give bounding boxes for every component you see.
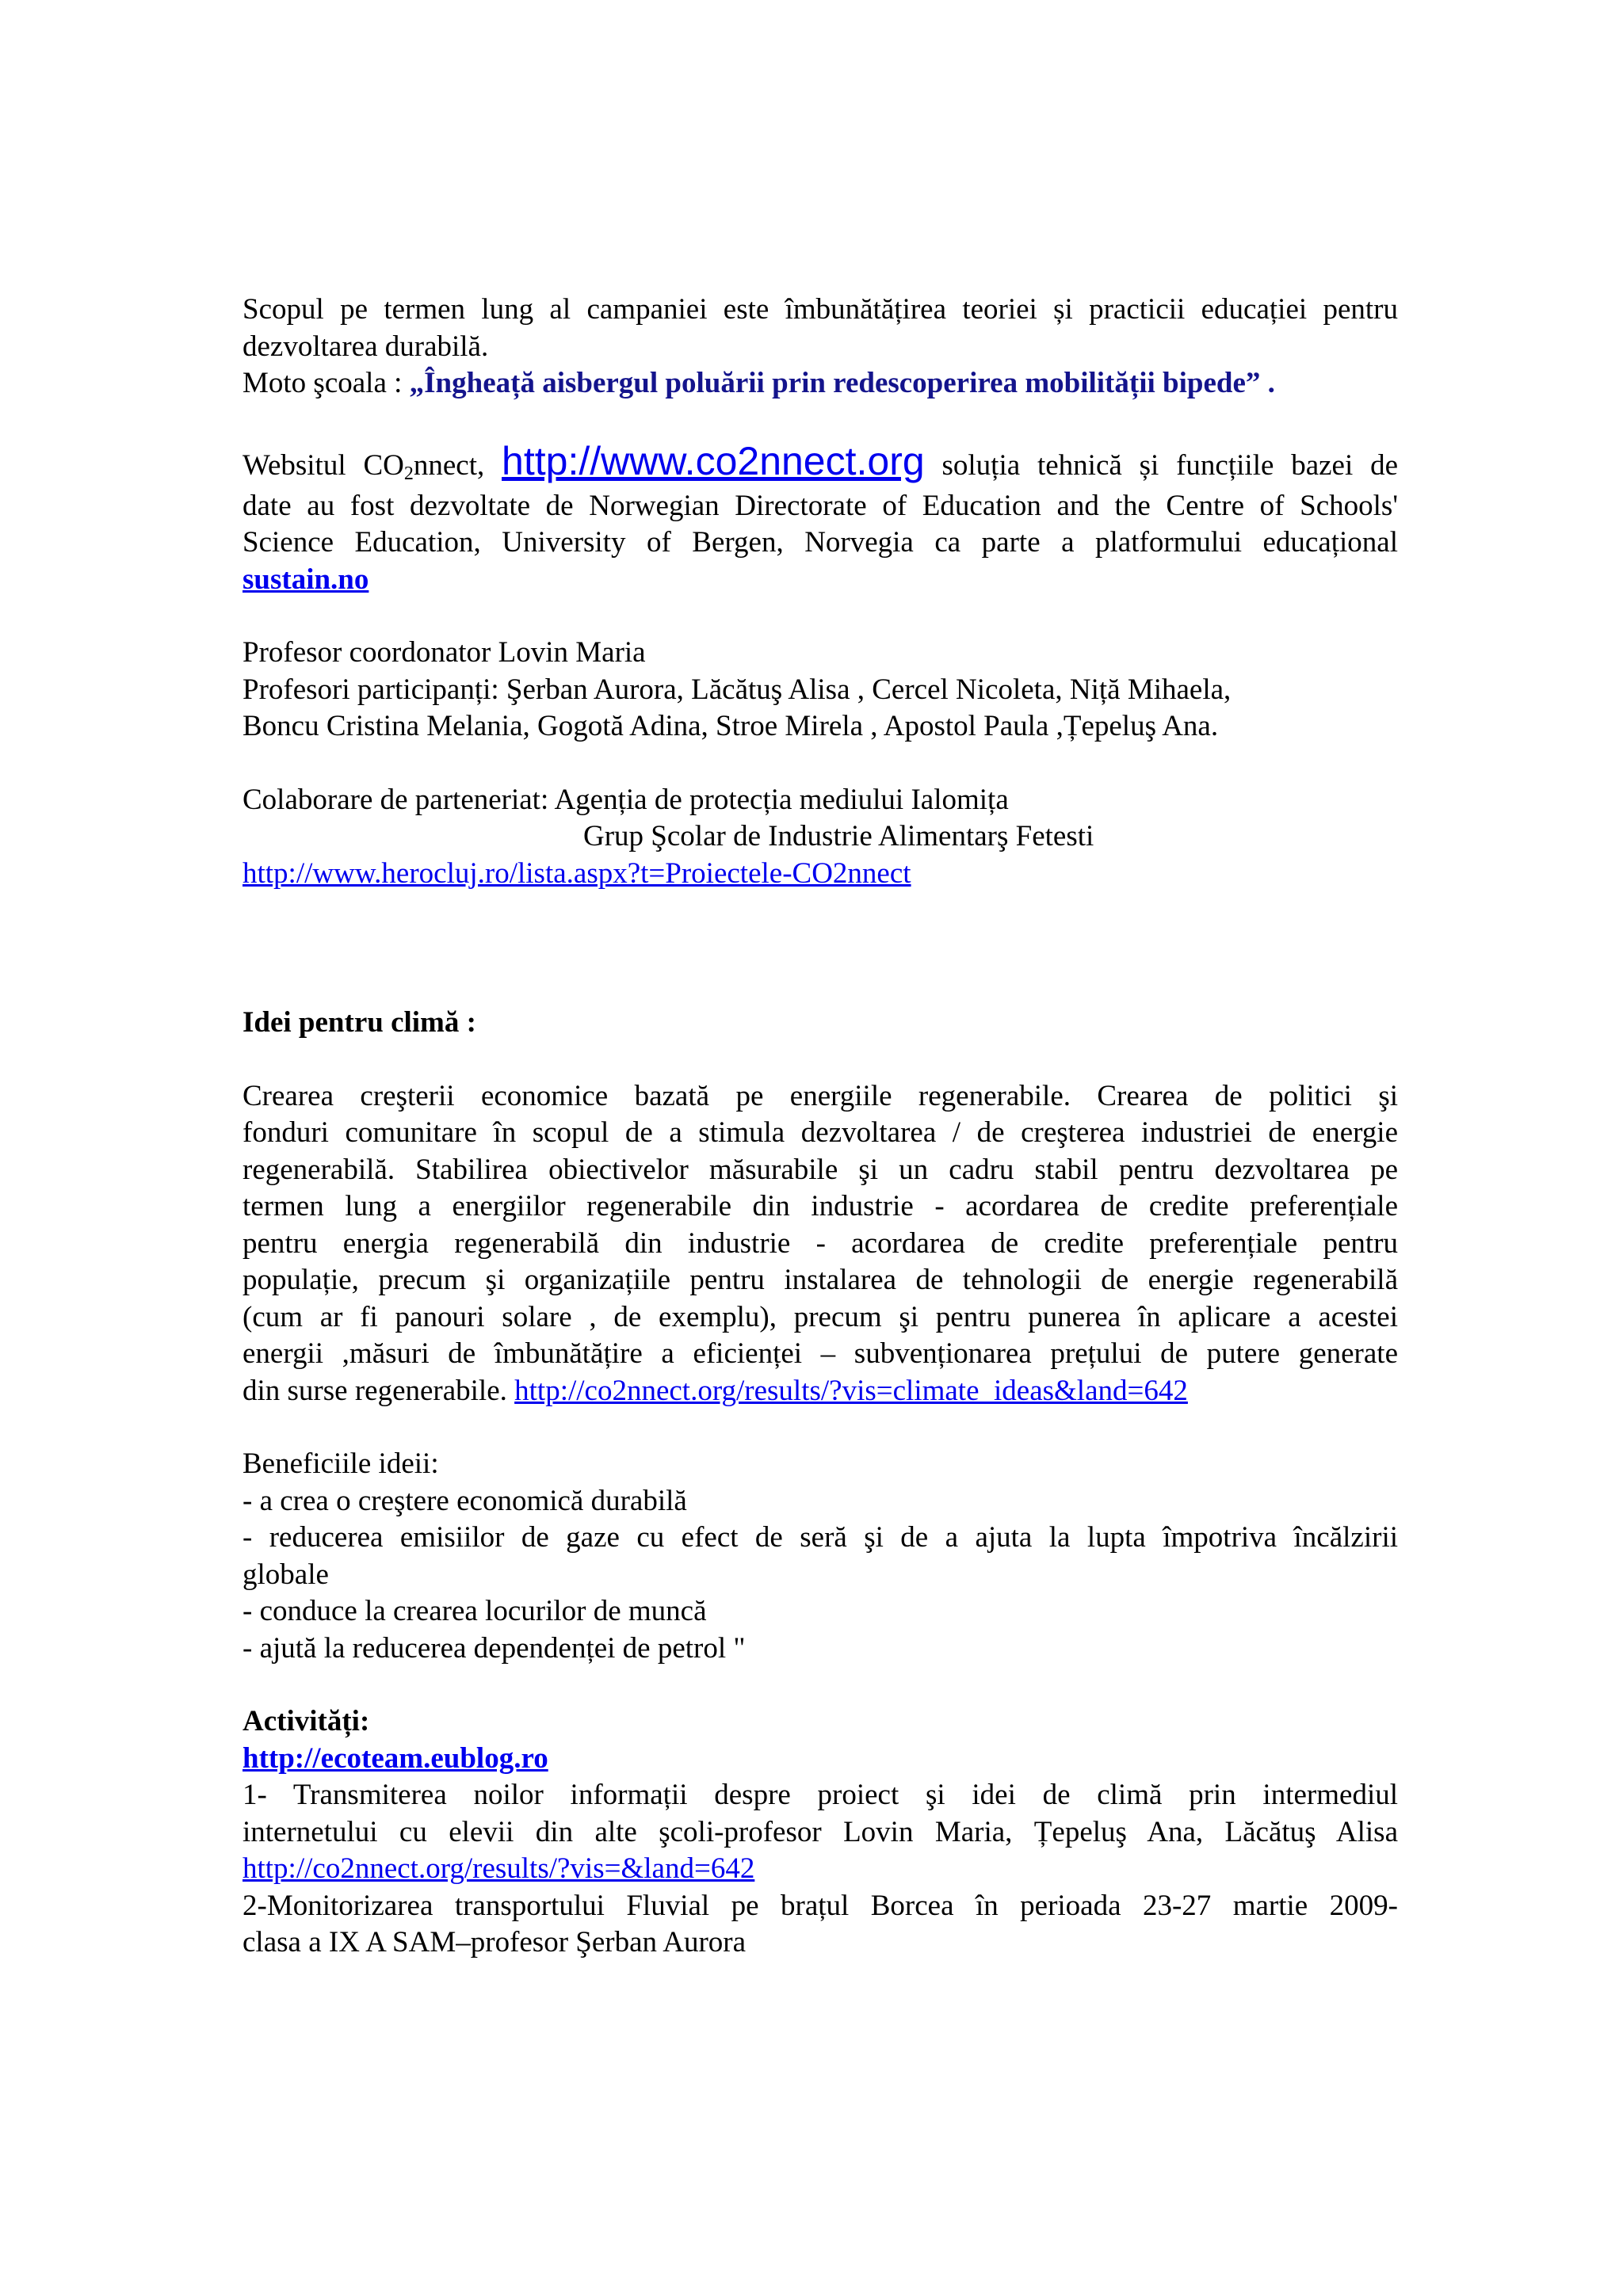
benefit-item: - conduce la crearea locurilor de muncă (242, 1595, 707, 1627)
moto-text: „Îngheață aisbergul poluării prin redescoperirea mobilității bipede” . (409, 367, 1275, 399)
moto-label: Moto şcoala : (242, 367, 410, 399)
sustain-link[interactable]: sustain.no (242, 563, 369, 596)
benefits-heading: Beneficiile ideii: (242, 1447, 439, 1480)
ideas-heading: Idei pentru climă : (242, 1006, 476, 1039)
sustain-line (242, 562, 1398, 599)
benefit-item: - a crea o creştere economică durabilă (242, 1484, 687, 1517)
ideas-line: fonduri comunitare în scopul de a stimula dezvoltarea / de creşterea industriei de energie (242, 1116, 1398, 1149)
activities-heading: Activități: (242, 1705, 370, 1737)
website-line-3: Science Education, University of Bergen, Norvegia ca parte a platformului educațional (242, 526, 1398, 559)
benefit-item: - ajută la reducerea dependenței de petrol " (242, 1631, 746, 1665)
coordinator-line: Profesor coordonator Lovin Maria (242, 636, 646, 669)
climate-ideas-link[interactable]: http://co2nnect.org/results/?vis=climate_ideas&land=642 (514, 1374, 1188, 1407)
activity-1-link-line (242, 1851, 1398, 1888)
ideas-line: populație, precum şi organizațiile pentru instalarea de tehnologii de energie regenerabilă (242, 1264, 1398, 1296)
partnership-link-line (242, 856, 1398, 893)
ideas-last-text: din surse regenerabile. (242, 1374, 515, 1407)
ecoteam-blog-link[interactable]: http://ecoteam.eublog.ro (242, 1741, 548, 1775)
ideas-line: termen lung a energiilor regenerabile din industrie - acordarea de credite preferențiale (242, 1190, 1398, 1222)
participants-line-1: Profesori participanți: Şerban Aurora, Lăcătuş Alisa , Cercel Nicoleta, Niță Mihaela, (242, 673, 1232, 706)
website-post: nnect, (413, 448, 502, 482)
activity-1-line-2: internetului cu elevii din alte şcoli-profesor Lovin Maria, Țepeluş Ana, Lăcătuş Alisa (242, 1815, 1398, 1848)
website-line-1 (242, 439, 1398, 488)
website-pre: Websitul CO (242, 448, 404, 482)
ideas-line: regenerabilă. Stabilirea obiectivelor măsurabile şi un cadru stabil pentru dezvoltarea pe (242, 1153, 1398, 1186)
ideas-line: Crearea creşterii economice bazată pe energiile regenerabile. Crearea de politici şi (242, 1079, 1398, 1112)
participants-line-2: Boncu Cristina Melania, Gogotă Adina, Stroe Mirela , Apostol Paula ,Țepeluş Ana. (242, 710, 1219, 742)
intro-line-2: dezvoltarea durabilă. (242, 330, 489, 363)
activity-2-line-2: clasa a IX A SAM–profesor Şerban Aurora (242, 1926, 747, 1958)
benefit-item-cont: globale (242, 1558, 329, 1591)
herocluj-link[interactable]: http://www.herocluj.ro/lista.aspx?t=Proiectele-CO2nnect (242, 856, 911, 890)
benefit-item: - reducerea emisiilor de gaze cu efect de seră şi de a ajuta la lupta împotriva încălzirii (242, 1521, 1398, 1554)
blog-link-line (242, 1741, 1398, 1778)
website-line-2: date au fost dezvoltate de Norwegian Directorate of Education and the Centre of Schools' (242, 489, 1398, 522)
partnership-line-2: Grup Şcolar de Industrie Alimentarş Fetesti (583, 820, 1094, 852)
document-page (242, 292, 1398, 1962)
co2nnect-url-link[interactable]: http://www.co2nnect.org (502, 438, 925, 483)
ideas-paragraph (242, 1078, 1398, 1410)
intro-line-1: Scopul pe termen lung al campaniei este îmbunătățirea teoriei și practicii educației pentru (242, 293, 1398, 326)
website-sub: 2 (403, 463, 414, 484)
activity-2-line-1: 2-Monitorizarea transportului Fluvial pe brațul Borcea în perioada 23-27 martie 2009- (242, 1889, 1398, 1922)
partnership-line-1: Colaborare de parteneriat: Agenția de protecția mediului Ialomița (242, 783, 1009, 816)
ideas-last-line (242, 1373, 1398, 1410)
ideas-line: energii ,măsuri de îmbunătățire a eficienței – subvenționarea prețului de putere generate (242, 1337, 1398, 1370)
activity-1-line-1: 1- Transmiterea noilor informații despre proiect şi idei de climă prin intermediul (242, 1779, 1398, 1811)
website-rest: soluția tehnică și funcțiile bazei de (924, 448, 1399, 482)
results-link[interactable]: http://co2nnect.org/results/?vis=&land=642 (242, 1852, 755, 1885)
ideas-line: (cum ar fi panouri solare , de exemplu), precum şi pentru punerea în aplicare a acestei (242, 1300, 1398, 1333)
ideas-line: pentru energia regenerabilă din industrie - acordarea de credite preferențiale pentru (242, 1226, 1398, 1260)
moto-line (242, 365, 1398, 402)
